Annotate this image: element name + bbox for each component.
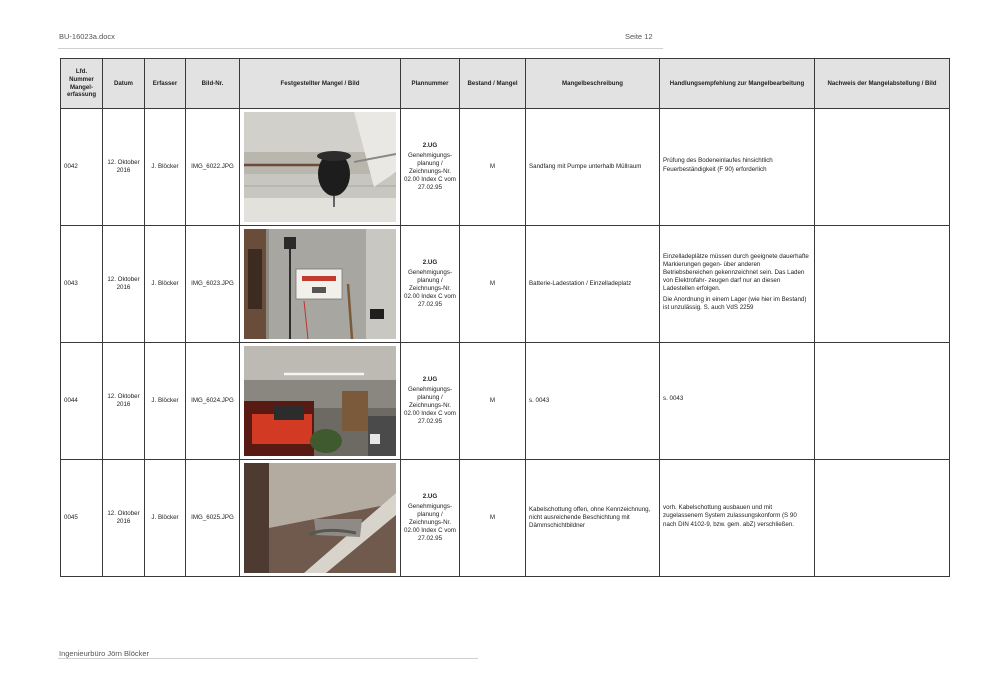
cell-beschreibung: Batterie-Ladestation / Einzelladeplatz xyxy=(526,226,660,343)
table-row xyxy=(61,460,950,577)
cable-photo xyxy=(244,463,396,573)
cell-erfasser: J. Blöcker xyxy=(145,226,186,343)
page-number: Seite 12 xyxy=(625,32,653,41)
cell-photo xyxy=(240,109,401,226)
cell-empfehlung xyxy=(660,343,815,460)
cell-plannummer xyxy=(401,226,460,343)
empfehlung-text: Einzelladeplätze müssen durch geeignete dauerhafte Markierungen gegen- über anderen Betriebsbereichen gekennzeichnet sein. Das Laden von Elektrofahr- zeugen darf nur an diesen Ladestellen erfolgen. xyxy=(663,252,809,293)
storage-photo-graphic xyxy=(244,346,396,456)
cell-bild-nr: IMG_6023.JPG xyxy=(186,226,240,343)
storage-photo xyxy=(244,346,396,456)
plan-text: Genehmigungs-planung / Zeichnungs-Nr. 02.00 Index C vom 27.02.95 xyxy=(404,151,456,192)
col-header-nr: Lfd. Nummer Mangel-erfassung xyxy=(61,59,103,109)
table-header-row xyxy=(61,59,950,109)
cell-datum: 12. Oktober 2016 xyxy=(103,226,145,343)
cell-nr: 0043 xyxy=(61,226,103,343)
plan-text: Genehmigungs-planung / Zeichnungs-Nr. 02.00 Index C vom 27.02.95 xyxy=(404,502,456,543)
cell-beschreibung: Kabelschottung offen, ohne Kennzeichnung, nicht ausreichende Beschichtung mit Dämmschichtbildner xyxy=(526,460,660,577)
col-header-datum: Datum xyxy=(103,59,145,109)
pump-photo xyxy=(244,112,396,222)
defects-table xyxy=(60,58,950,577)
cell-nr: 0045 xyxy=(61,460,103,577)
charger-photo-graphic xyxy=(244,229,396,339)
cell-nachweis xyxy=(815,343,950,460)
cell-plannummer xyxy=(401,343,460,460)
empfehlung-text: Die Anordnung in einem Lager (wie hier im Bestand) ist unzulässig. S. auch VdS 2259 xyxy=(663,296,807,312)
cell-datum: 12. Oktober 2016 xyxy=(103,343,145,460)
cell-beschreibung: Sandfang mit Pumpe unterhalb Müllraum xyxy=(526,109,660,226)
cell-datum: 12. Oktober 2016 xyxy=(103,460,145,577)
charger-photo xyxy=(244,229,396,339)
empfehlung-text: vorh. Kabelschottung ausbauen und mit zugelassenem System zulassungskonform (S 90 nach DIN 4102-9, bzw. gem. abZ) verschließen. xyxy=(663,504,797,528)
cell-beschreibung: s. 0043 xyxy=(526,343,660,460)
footer-company: Ingenieurbüro Jörn Blöcker xyxy=(59,649,150,658)
table-row xyxy=(61,343,950,460)
cell-bild-nr: IMG_6025.JPG xyxy=(186,460,240,577)
col-header-plannummer: Plannummer xyxy=(401,59,460,109)
cell-bestand: M xyxy=(460,226,526,343)
cell-bild-nr: IMG_6024.JPG xyxy=(186,343,240,460)
cell-empfehlung xyxy=(660,460,815,577)
empfehlung-text: s. 0043 xyxy=(663,395,684,403)
col-header-nachweis: Nachweis der Mangelabstellung / Bild xyxy=(815,59,950,109)
plan-text: Genehmigungs-planung / Zeichnungs-Nr. 02.00 Index C vom 27.02.95 xyxy=(404,268,456,309)
cell-datum: 12. Oktober 2016 xyxy=(103,109,145,226)
col-header-erfasser: Erfasser xyxy=(145,59,186,109)
cell-photo xyxy=(240,226,401,343)
cell-plannummer xyxy=(401,109,460,226)
col-header-mangel-bild: Festgestellter Mangel / Bild xyxy=(240,59,401,109)
cell-erfasser: J. Blöcker xyxy=(145,109,186,226)
plan-level: 2.UG xyxy=(422,375,438,383)
cell-bestand: M xyxy=(460,109,526,226)
cell-nachweis xyxy=(815,109,950,226)
col-header-beschreibung: Mangelbeschreibung xyxy=(526,59,660,109)
cell-empfehlung xyxy=(660,109,815,226)
footer-divider xyxy=(58,658,478,659)
cell-nachweis xyxy=(815,460,950,577)
empfehlung-text: Prüfung des Bodeneinlaufes hinsichtlich Feuerbeständigkeit (F 90) erforderlich xyxy=(663,157,773,173)
cell-erfasser: J. Blöcker xyxy=(145,460,186,577)
cell-bestand: M xyxy=(460,460,526,577)
cell-bild-nr: IMG_6022.JPG xyxy=(186,109,240,226)
col-header-bild-nr: Bild-Nr. xyxy=(186,59,240,109)
cell-nachweis xyxy=(815,226,950,343)
plan-text: Genehmigungs-planung / Zeichnungs-Nr. 02.00 Index C vom 27.02.95 xyxy=(404,385,456,426)
plan-level: 2.UG xyxy=(422,141,438,149)
col-header-bestand: Bestand / Mangel xyxy=(460,59,526,109)
cell-photo xyxy=(240,460,401,577)
cell-plannummer xyxy=(401,460,460,577)
plan-level: 2.UG xyxy=(422,492,438,500)
cell-bestand: M xyxy=(460,343,526,460)
pump-photo-graphic xyxy=(244,112,396,222)
cell-nr: 0044 xyxy=(61,343,103,460)
cable-photo-graphic xyxy=(244,463,396,573)
cell-empfehlung xyxy=(660,226,815,343)
table-row xyxy=(61,109,950,226)
table-row xyxy=(61,226,950,343)
cell-nr: 0042 xyxy=(61,109,103,226)
plan-level: 2.UG xyxy=(422,258,438,266)
cell-erfasser: J. Blöcker xyxy=(145,343,186,460)
document-filename: BU-16023a.docx xyxy=(59,32,115,41)
header-divider xyxy=(58,48,663,49)
cell-photo xyxy=(240,343,401,460)
col-header-empfehlung: Handlungsempfehlung zur Mangelbearbeitung xyxy=(660,59,815,109)
